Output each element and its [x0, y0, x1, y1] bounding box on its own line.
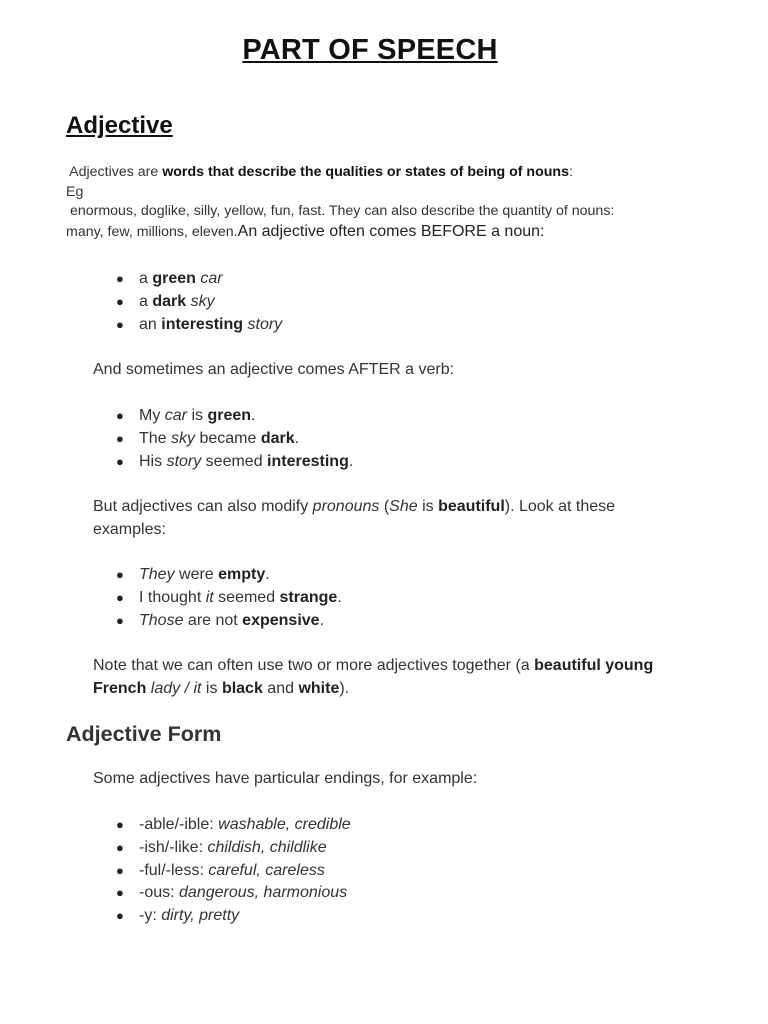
pronoun-italic: pronouns	[312, 498, 380, 515]
pronoun-paragraph	[93, 496, 673, 541]
intro-before-noun: An adjective often comes BEFORE a noun:	[237, 222, 545, 240]
bullet-icon: ●	[116, 453, 124, 469]
item-noun: sky	[171, 429, 196, 447]
pronoun-text: is	[417, 498, 439, 515]
intro-bold-definition: words that describe the qualities or states of being of nouns	[162, 164, 569, 180]
bullet-icon: ●	[116, 817, 124, 832]
intro-line-2: Eg	[66, 183, 84, 200]
list-item	[93, 564, 342, 587]
item-post: .	[294, 429, 300, 447]
intro-colon: :	[568, 164, 573, 180]
item-pre: His	[139, 452, 167, 470]
list-item	[93, 428, 353, 451]
ending-suffix: -ful/-less:	[139, 861, 209, 879]
item-pronoun: They	[139, 566, 175, 583]
item-noun: story	[247, 315, 283, 333]
item-adjective: strange	[279, 588, 338, 606]
list-item	[93, 837, 351, 860]
note-adjectives: beautiful young French	[93, 657, 654, 697]
bullet-icon: ●	[116, 908, 124, 924]
item-post: .	[251, 407, 256, 424]
pronoun-text: ). Look at these examples:	[93, 498, 616, 538]
page-title: PART OF SPEECH	[242, 34, 498, 66]
intro-examples-end: many, few, millions, eleven.	[66, 223, 238, 240]
note-text: Note that we can often use two or more adjectives together (a	[93, 657, 535, 674]
list-item	[93, 814, 351, 837]
before-noun-list	[93, 268, 282, 336]
item-adjective: empty	[218, 566, 266, 583]
note-text: is	[201, 679, 222, 697]
item-verb: were	[174, 566, 219, 583]
item-pre: an	[139, 315, 162, 333]
item-post: .	[265, 566, 270, 583]
item-adjective: expensive	[242, 611, 320, 629]
pronoun-example: She	[389, 498, 418, 515]
pronoun-adjective: beautiful	[438, 498, 505, 515]
intro-text: Adjectives are	[66, 164, 163, 180]
pronoun-text: (	[379, 498, 390, 515]
item-noun: car	[164, 407, 188, 424]
bullet-icon: ●	[116, 316, 124, 332]
pronoun-list	[93, 564, 342, 632]
ending-suffix: -ous:	[139, 884, 180, 902]
adjective-form-heading: Adjective Form	[66, 722, 222, 746]
list-item	[93, 905, 351, 928]
item-adjective: green	[152, 270, 196, 287]
bullet-icon: ●	[116, 293, 124, 309]
list-item	[93, 587, 342, 610]
adjective-intro	[66, 163, 706, 242]
ending-examples: dangerous, harmonious	[179, 884, 348, 902]
note-adjective-black: black	[221, 679, 263, 697]
item-pre: The	[139, 429, 172, 447]
form-intro: Some adjectives have particular endings, for example:	[93, 770, 478, 787]
item-adjective: dark	[260, 429, 295, 447]
after-verb-intro: And sometimes an adjective comes AFTER a verb:	[93, 361, 455, 378]
item-noun: car	[200, 270, 223, 287]
list-item	[93, 860, 351, 883]
bullet-icon: ●	[116, 885, 124, 901]
item-adjective: interesting	[161, 315, 244, 333]
item-adjective: dark	[152, 292, 187, 310]
list-item	[93, 882, 351, 905]
after-verb-list	[93, 405, 353, 473]
intro-line-3: enormous, doglike, silly, yellow, fun, fast. They can also describe the quantity of nouns:	[66, 203, 615, 219]
intro-line-4	[66, 222, 706, 243]
list-item	[93, 268, 282, 291]
list-item	[93, 314, 282, 337]
intro-line-1	[66, 163, 706, 183]
ending-examples: dirty, pretty	[161, 907, 240, 925]
bullet-icon: ●	[116, 271, 124, 286]
note-noun: lady / it	[150, 679, 202, 697]
bullet-icon: ●	[116, 839, 124, 855]
note-adjective-white: white	[298, 679, 340, 697]
pronoun-text: But adjectives can also modify	[93, 498, 313, 515]
bullet-icon: ●	[116, 567, 124, 582]
item-pre: I thought	[139, 588, 206, 606]
list-item	[93, 291, 282, 314]
ending-suffix: -ish/-like:	[139, 838, 208, 856]
adjective-heading: Adjective	[66, 112, 173, 139]
item-pre: a	[139, 270, 153, 287]
item-pronoun: it	[205, 588, 214, 606]
ending-suffix: -y:	[139, 907, 162, 925]
item-adjective: green	[207, 407, 252, 424]
ending-examples: childish, childlike	[207, 838, 327, 856]
bullet-icon: ●	[116, 862, 124, 878]
item-post: .	[348, 452, 354, 470]
ending-suffix: -able/-ible:	[139, 816, 219, 833]
note-paragraph	[93, 655, 673, 700]
item-noun: story	[166, 452, 202, 470]
item-noun: sky	[190, 292, 215, 310]
endings-list	[93, 814, 351, 928]
item-pre: My	[139, 407, 165, 424]
bullet-icon: ●	[116, 430, 124, 446]
note-text: and	[262, 679, 299, 697]
item-pre: a	[139, 292, 153, 310]
item-verb: are not	[183, 611, 243, 629]
bullet-icon: ●	[116, 612, 124, 628]
ending-examples: careful, careless	[208, 861, 325, 879]
list-item	[93, 451, 353, 474]
item-verb: seemed	[201, 452, 268, 470]
item-verb: is	[187, 407, 208, 424]
item-verb: seemed	[213, 588, 280, 606]
item-post: .	[319, 611, 325, 629]
list-item	[93, 405, 353, 428]
item-post: .	[337, 588, 342, 606]
ending-examples: washable, credible	[218, 816, 351, 833]
item-pronoun: Those	[139, 611, 184, 629]
item-verb: became	[195, 429, 261, 447]
item-adjective: interesting	[267, 452, 349, 470]
bullet-icon: ●	[116, 589, 124, 605]
bullet-icon: ●	[116, 408, 124, 423]
note-text: ).	[339, 679, 350, 697]
list-item	[93, 610, 342, 633]
